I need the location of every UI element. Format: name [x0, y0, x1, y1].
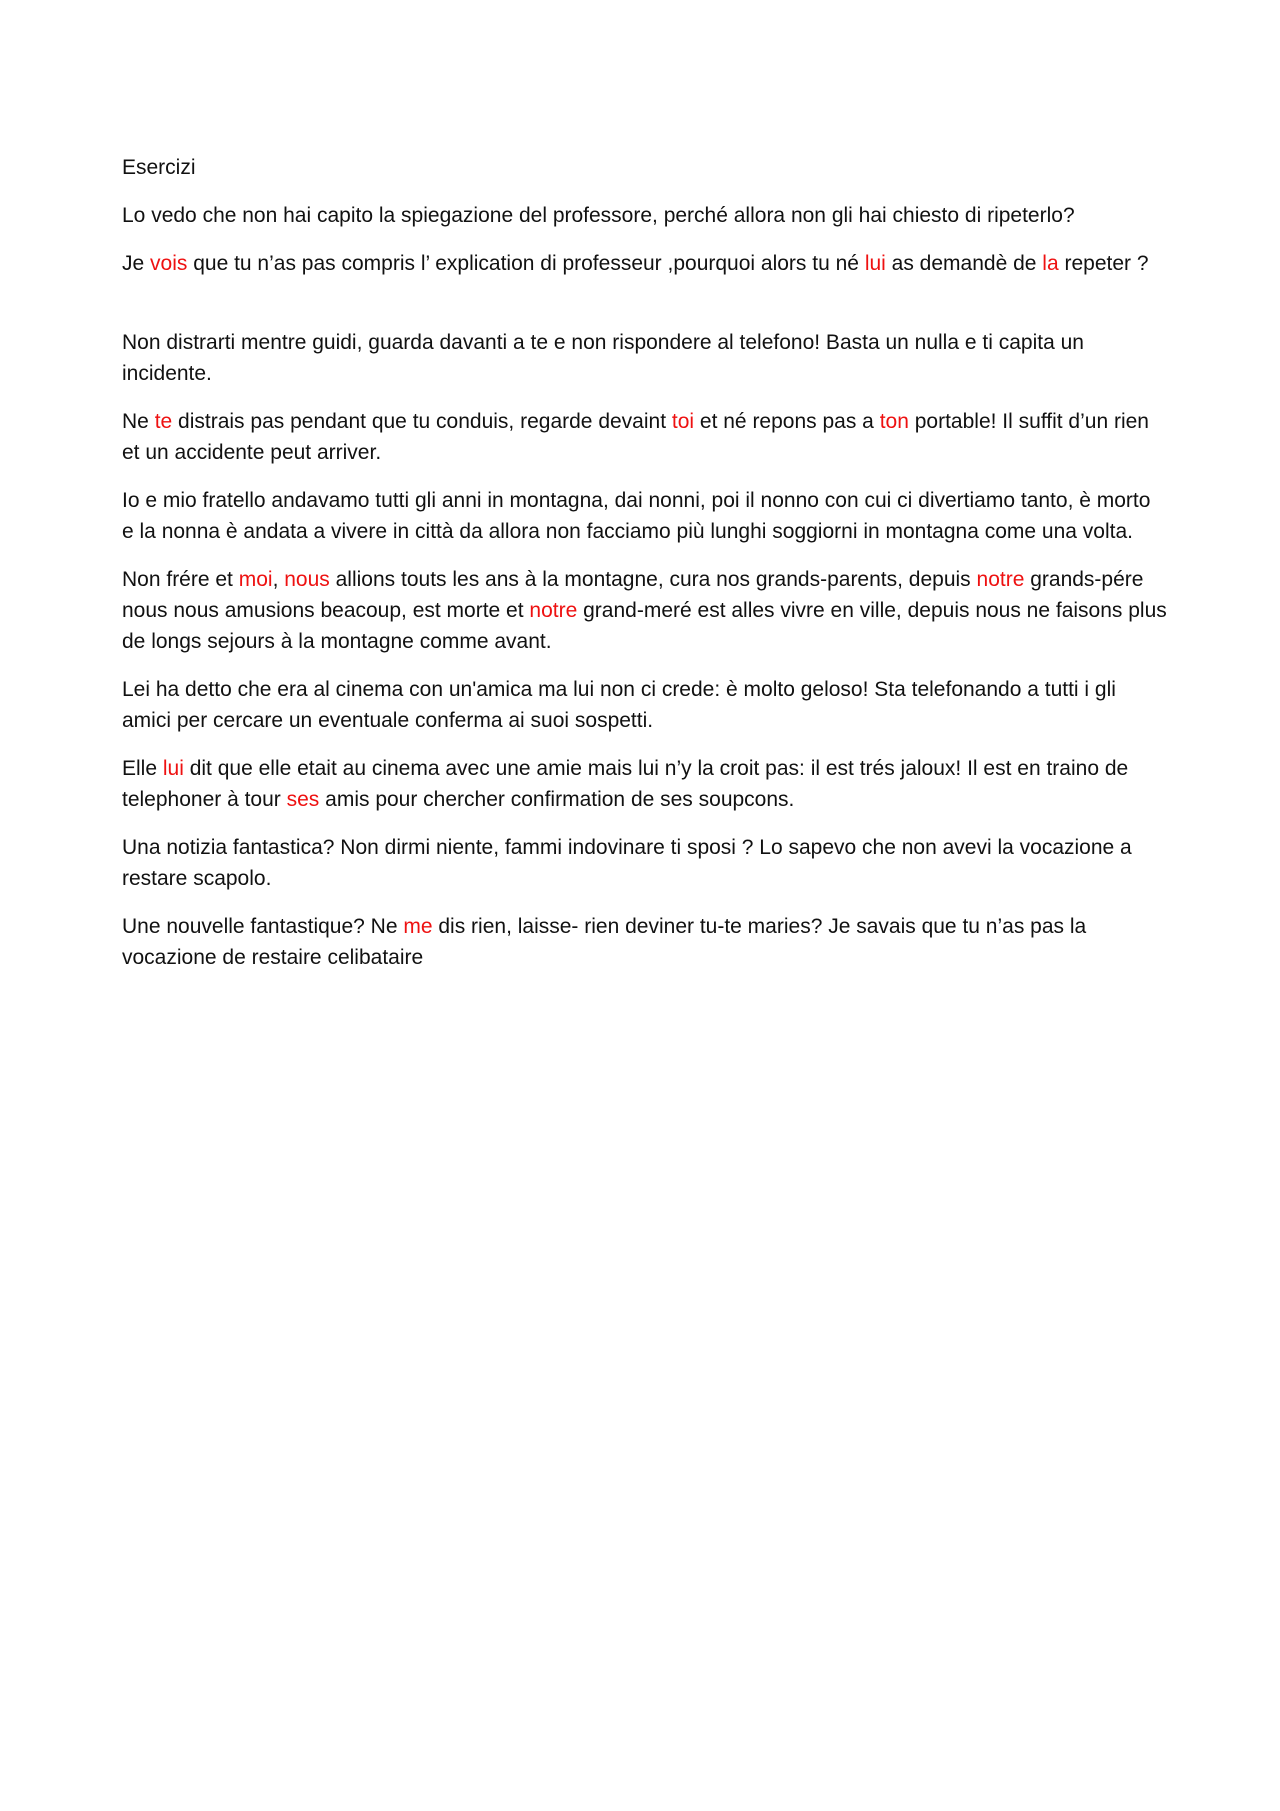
text-run: Elle — [122, 757, 163, 780]
document-title: Esercizi — [122, 156, 196, 179]
text-run: , — [272, 568, 285, 591]
highlighted-word: la — [1042, 252, 1059, 275]
exercise-3-french — [122, 564, 1167, 657]
exercise-1-french — [122, 248, 1167, 279]
text-run: Une nouvelle fantastique? Ne — [122, 915, 404, 938]
text-run: Je — [122, 252, 151, 275]
text-run: que tu n’as pas compris l’ explication di professeur ,pourquoi alors tu né — [187, 252, 865, 275]
text-run: et né repons pas a — [694, 410, 880, 433]
highlighted-word: me — [403, 915, 433, 938]
highlighted-word: lui — [864, 252, 886, 275]
text-run: dit que elle etait au cinema avec une amie mais lui n’y la croit pas: il est trés jaloux! Il est en traino de telephoner à tour — [122, 757, 1129, 811]
text-run: portable! Il suffit d’un rien et un accidente peut arriver. — [122, 410, 1149, 464]
exercise-2-french — [122, 406, 1167, 468]
highlighted-word: moi — [238, 568, 273, 591]
text-run: allions touts les ans à la montagne, cura nos grands-parents, depuis — [329, 568, 977, 591]
document-body — [122, 152, 1167, 990]
exercise-3-italian: Io e mio fratello andavamo tutti gli anni in montagna, dai nonni, poi il nonno con cui ci divertiamo tanto, è morto e la nonna è andata a vivere in città da allora non facciamo più lunghi soggiorni in montagna come una volta. — [122, 489, 1151, 543]
highlighted-word: ton — [879, 410, 909, 433]
highlighted-word: nous — [284, 568, 330, 591]
highlighted-word: notre — [529, 599, 578, 622]
exercise-4-french — [122, 753, 1167, 815]
highlighted-word: ses — [286, 788, 320, 811]
highlighted-word: lui — [162, 757, 184, 780]
text-run: grands-pére nous nous amusions beacoup, est morte et — [122, 568, 1144, 622]
highlighted-word: te — [154, 410, 173, 433]
text-run: Ne — [122, 410, 155, 433]
highlighted-word: vois — [150, 252, 188, 275]
text-run: dis rien, laisse- rien deviner tu-te maries? Je savais que tu n’as pas la vocazione de restaire celibataire — [122, 915, 1087, 969]
text-run: distrais pas pendant que tu conduis, regarde devaint — [172, 410, 672, 433]
text-run: repeter ? — [1058, 252, 1149, 275]
highlighted-word: notre — [976, 568, 1025, 591]
exercise-5-italian: Una notizia fantastica? Non dirmi niente, fammi indovinare ti sposi ? Lo sapevo che non avevi la vocazione a restare scapolo. — [122, 836, 1132, 890]
highlighted-word: toi — [671, 410, 695, 433]
exercise-1-italian: Lo vedo che non hai capito la spiegazione del professore, perché allora non gli hai chiesto di ripeterlo? — [122, 204, 1075, 227]
text-run: amis pour chercher confirmation de ses soupcons. — [319, 788, 795, 811]
exercise-4-italian: Lei ha detto che era al cinema con un'amica ma lui non ci crede: è molto geloso! Sta telefonando a tutti i gli amici per cercare un eventuale conferma ai suoi sospetti. — [122, 678, 1116, 732]
text-run: grand-meré est alles vivre en ville, depuis nous ne faisons plus de longs sejours à la montagne comme avant. — [122, 599, 1167, 653]
text-run: Non frére et — [122, 568, 239, 591]
exercise-5-french — [122, 911, 1167, 973]
text-run: as demandè de — [885, 252, 1043, 275]
exercise-2-italian: Non distrarti mentre guidi, guarda davanti a te e non rispondere al telefono! Basta un nulla e ti capita un incidente. — [122, 331, 1084, 385]
